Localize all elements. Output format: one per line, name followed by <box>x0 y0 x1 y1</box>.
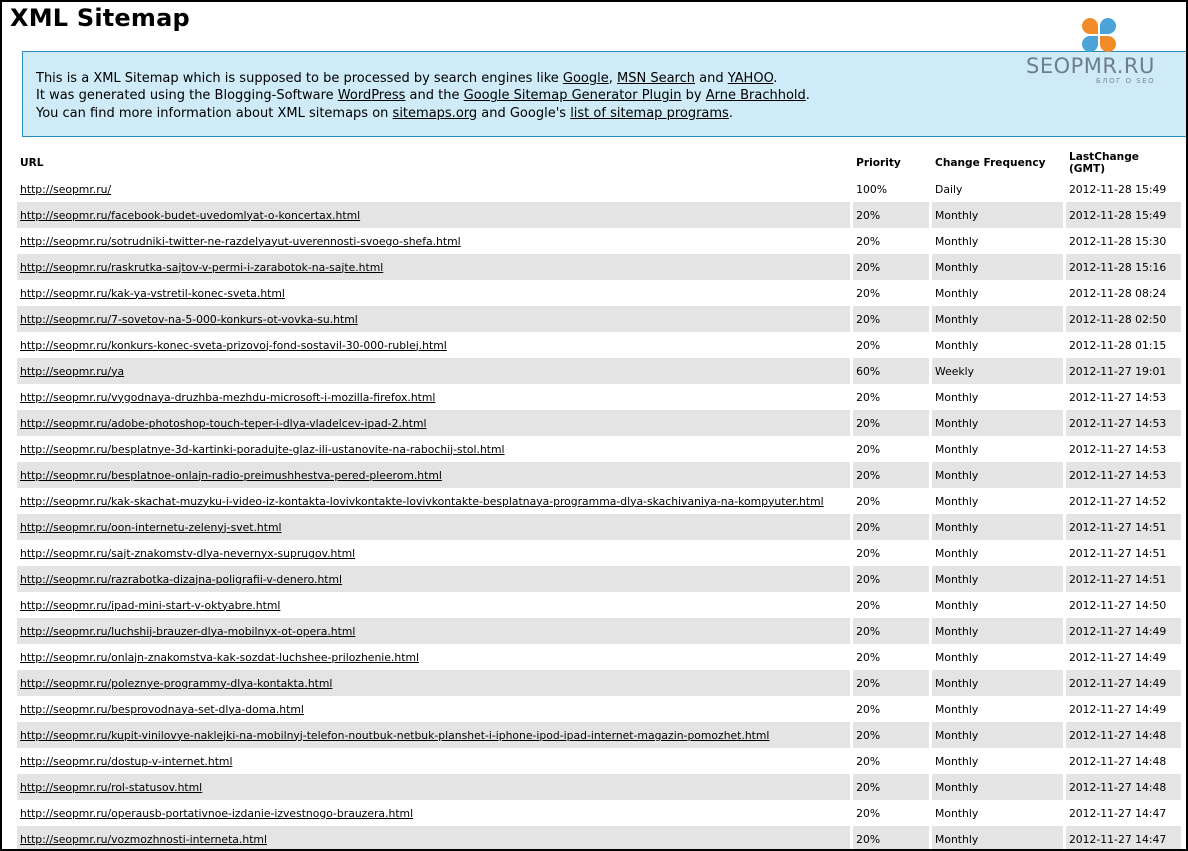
priority-cell: 20% <box>853 306 929 332</box>
priority-cell: 100% <box>856 182 887 196</box>
intro-text: by <box>681 88 706 104</box>
logo-petal-orange-icon <box>1100 36 1116 52</box>
url-link[interactable]: http://seopmr.ru/ya <box>20 364 125 378</box>
table-row <box>17 488 1181 514</box>
url-link[interactable]: http://seopmr.ru/facebook-budet-uvedomlyat-o-koncertax.html <box>20 208 361 222</box>
intro-text: This is a XML Sitemap which is supposed to be processed by search engines like <box>36 71 563 86</box>
url-link[interactable]: http://seopmr.ru/kupit-vinilovye-naklejki-na-mobilnyj-telefon-noutbuk-netbuk-planshet-i-iphone-ipod-ipad-internet-magazin-pomozhet.html <box>20 728 770 742</box>
url-link[interactable]: http://seopmr.ru/sajt-znakomstv-dlya-nevernyx-suprugov.html <box>20 546 356 560</box>
table-row <box>17 774 1181 800</box>
frequency-cell: Monthly <box>932 306 1063 332</box>
logo-flower-icon <box>1082 18 1118 54</box>
url-link[interactable]: http://seopmr.ru/konkurs-konec-sveta-prizovoj-fond-sostavil-30-000-rublej.html <box>20 338 447 352</box>
table-row <box>17 696 1181 722</box>
frequency-cell: Monthly <box>932 410 1063 436</box>
table-row <box>17 800 1181 826</box>
url-link[interactable]: http://seopmr.ru/oon-internetu-zelenyj-svet.html <box>20 520 282 534</box>
url-cell <box>17 436 850 462</box>
url-cell <box>17 748 850 774</box>
table-row <box>17 618 1181 644</box>
frequency-cell: Monthly <box>932 670 1063 696</box>
intro-text: You can find more information about XML sitemaps on <box>36 105 393 121</box>
lastchange-cell: 2012-11-27 14:53 <box>1066 410 1181 436</box>
frequency-cell: Monthly <box>932 566 1063 592</box>
header-url: URL <box>20 157 44 169</box>
intro-text: . <box>805 88 810 104</box>
priority-cell: 20% <box>853 202 929 228</box>
priority-cell: 20% <box>856 806 881 820</box>
sitemaps-org-link[interactable]: sitemaps.org <box>392 105 478 121</box>
url-link[interactable]: http://seopmr.ru/poleznye-programmy-dlya-kontakta.html <box>20 676 333 690</box>
table-row <box>17 280 1181 306</box>
table-row <box>17 384 1181 410</box>
url-link[interactable]: http://seopmr.ru/raskrutka-sajtov-v-permi-i-zarabotok-na-sajte.html <box>20 260 384 274</box>
intro-text: , <box>608 71 617 86</box>
table-row <box>17 514 1181 540</box>
priority-cell: 20% <box>853 722 929 748</box>
lastchange-cell: 2012-11-28 15:16 <box>1066 254 1181 280</box>
url-cell <box>17 254 850 280</box>
lastchange-cell: 2012-11-27 14:49 <box>1066 670 1181 696</box>
table-row <box>17 436 1181 462</box>
priority-cell: 20% <box>853 774 929 800</box>
intro-text: and <box>695 71 728 86</box>
frequency-cell: Monthly <box>935 546 979 560</box>
priority-cell: 20% <box>853 670 929 696</box>
table-row <box>17 722 1181 748</box>
priority-cell: 20% <box>856 390 881 404</box>
frequency-cell: Monthly <box>932 514 1063 540</box>
priority-cell: 20% <box>853 826 929 851</box>
frequency-cell: Daily <box>935 182 963 196</box>
sitemap-programs-link[interactable]: list of sitemap programs <box>570 105 729 121</box>
lastchange-cell: 2012-11-28 15:30 <box>1068 234 1167 248</box>
frequency-cell: Monthly <box>932 722 1063 748</box>
lastchange-cell: 2012-11-27 14:52 <box>1068 494 1167 508</box>
url-cell <box>17 462 850 488</box>
frequency-cell: Monthly <box>932 774 1063 800</box>
url-link[interactable]: http://seopmr.ru/ <box>20 182 112 196</box>
url-cell <box>17 332 850 358</box>
lastchange-cell: 2012-11-28 15:49 <box>1066 202 1181 228</box>
intro-text: and the <box>405 88 464 104</box>
table-row <box>17 540 1181 566</box>
url-cell <box>17 566 850 592</box>
lastchange-cell: 2012-11-27 14:51 <box>1068 546 1167 560</box>
url-link[interactable]: http://seopmr.ru/operausb-portativnoe-izdanie-izvestnogo-brauzera.html <box>20 806 414 820</box>
frequency-cell: Monthly <box>935 286 979 300</box>
url-link[interactable]: http://seopmr.ru/luchshij-brauzer-dlya-mobilnyx-ot-opera.html <box>20 624 356 638</box>
url-link[interactable]: http://seopmr.ru/razrabotka-dizajna-poligrafii-v-denero.html <box>20 572 343 586</box>
url-cell <box>17 774 850 800</box>
frequency-cell: Monthly <box>932 826 1063 851</box>
url-cell <box>17 306 850 332</box>
url-cell <box>17 514 850 540</box>
frequency-cell: Monthly <box>935 650 979 664</box>
yahoo-link[interactable]: YAHOO <box>727 71 774 86</box>
url-cell <box>17 826 850 851</box>
lastchange-cell: 2012-11-27 14:47 <box>1066 826 1181 851</box>
site-logo[interactable] <box>1026 14 1176 86</box>
table-row <box>17 462 1181 488</box>
priority-cell: 20% <box>856 546 881 560</box>
frequency-cell: Monthly <box>935 234 979 248</box>
frequency-cell: Monthly <box>935 390 979 404</box>
wordpress-link[interactable]: WordPress <box>337 88 406 104</box>
lastchange-cell: 2012-11-27 14:53 <box>1068 390 1167 404</box>
table-row <box>17 592 1181 618</box>
url-link[interactable]: http://seopmr.ru/adobe-photoshop-touch-teper-i-dlya-vladelcev-ipad-2.html <box>20 416 427 430</box>
url-link[interactable]: http://seopmr.ru/vygodnaya-druzhba-mezhdu-microsoft-i-mozilla-firefox.html <box>20 390 436 404</box>
lastchange-cell: 2012-11-27 14:49 <box>1068 650 1167 664</box>
url-link[interactable]: http://seopmr.ru/kak-ya-vstretil-konec-sveta.html <box>20 286 285 300</box>
lastchange-cell: 2012-11-27 14:47 <box>1068 806 1167 820</box>
priority-cell: 60% <box>853 358 929 384</box>
intro-box <box>22 51 1188 137</box>
url-cell <box>17 202 850 228</box>
url-link[interactable]: http://seopmr.ru/vozmozhnosti-interneta.html <box>20 832 267 846</box>
table-row <box>17 228 1181 254</box>
table-row <box>17 358 1181 384</box>
url-cell <box>17 358 850 384</box>
priority-cell: 20% <box>856 234 881 248</box>
url-cell <box>17 800 850 826</box>
lastchange-cell: 2012-11-28 01:15 <box>1068 338 1167 352</box>
lastchange-cell: 2012-11-28 02:50 <box>1066 306 1181 332</box>
priority-cell: 20% <box>853 566 929 592</box>
url-cell <box>17 592 850 618</box>
priority-cell: 20% <box>856 754 881 768</box>
frequency-cell: Monthly <box>932 202 1063 228</box>
priority-cell: 20% <box>856 338 881 352</box>
url-cell <box>17 540 850 566</box>
frequency-cell: Monthly <box>932 254 1063 280</box>
table-row <box>17 254 1181 280</box>
priority-cell: 20% <box>853 254 929 280</box>
lastchange-cell: 2012-11-27 14:51 <box>1066 566 1181 592</box>
lastchange-cell: 2012-11-27 14:53 <box>1066 462 1181 488</box>
table-row <box>17 748 1181 774</box>
table-row <box>17 670 1181 696</box>
lastchange-cell: 2012-11-27 14:49 <box>1066 618 1181 644</box>
lastchange-cell: 2012-11-27 14:48 <box>1066 722 1181 748</box>
logo-petal-blue-icon <box>1082 36 1098 52</box>
priority-cell: 20% <box>853 514 929 540</box>
intro-text: . <box>728 105 733 121</box>
frequency-cell: Monthly <box>932 618 1063 644</box>
url-cell <box>17 176 850 202</box>
logo-tagline: БЛОГ О SEO <box>1096 77 1156 85</box>
intro-line-2 <box>36 87 1188 104</box>
url-link[interactable]: http://seopmr.ru/besplatnye-3d-kartinki-poradujte-glaz-ili-ustanovite-na-rabochij-stol.html <box>20 442 505 456</box>
url-link[interactable]: http://seopmr.ru/onlajn-znakomstva-kak-sozdat-luchshee-prilozhenie.html <box>20 650 419 664</box>
author-link[interactable]: Arne Brachhold <box>705 88 806 104</box>
lastchange-cell: 2012-11-28 15:49 <box>1068 182 1167 196</box>
url-cell <box>17 618 850 644</box>
url-link[interactable]: http://seopmr.ru/rol-statusov.html <box>20 780 203 794</box>
intro-text: It was generated using the Blogging-Software <box>36 88 338 104</box>
url-cell <box>17 410 850 436</box>
frequency-cell: Monthly <box>935 702 979 716</box>
table-row <box>17 306 1181 332</box>
table-row <box>17 332 1181 358</box>
header-priority: Priority <box>856 157 901 169</box>
lastchange-cell: 2012-11-27 14:48 <box>1066 774 1181 800</box>
priority-cell: 20% <box>853 462 929 488</box>
frequency-cell: Monthly <box>935 442 979 456</box>
frequency-cell: Monthly <box>935 338 979 352</box>
frequency-cell: Monthly <box>932 462 1063 488</box>
url-link[interactable]: http://seopmr.ru/besplatnoe-onlajn-radio-preimushhestva-pered-pleerom.html <box>20 468 442 482</box>
url-link[interactable]: http://seopmr.ru/kak-skachat-muzyku-i-video-iz-kontakta-lovivkontakte-lovivkontakte-besplatnaya-programma-dlya-skachivaniya-na-kompyuter.html <box>20 494 824 508</box>
lastchange-cell: 2012-11-27 14:48 <box>1068 754 1167 768</box>
logo-petal-blue-icon <box>1100 18 1116 34</box>
table-row <box>17 826 1181 851</box>
logo-petal-orange-icon <box>1082 18 1098 34</box>
url-cell <box>17 670 850 696</box>
url-cell <box>17 696 850 722</box>
url-cell <box>17 384 850 410</box>
msn-search-link[interactable]: MSN Search <box>617 71 695 86</box>
intro-line-3 <box>36 105 1188 122</box>
sitemap-table <box>14 150 1184 851</box>
url-link[interactable]: http://seopmr.ru/ipad-mini-start-v-oktyabre.html <box>20 598 281 612</box>
table-row <box>17 202 1181 228</box>
priority-cell: 20% <box>856 702 881 716</box>
url-link[interactable]: http://seopmr.ru/7-sovetov-na-5-000-konkurs-ot-vovka-su.html <box>20 312 358 326</box>
lastchange-cell: 2012-11-27 14:50 <box>1068 598 1167 612</box>
sitemap-generator-link[interactable]: Google Sitemap Generator Plugin <box>463 88 682 104</box>
url-cell <box>17 228 850 254</box>
frequency-cell: Monthly <box>935 598 979 612</box>
lastchange-cell: 2012-11-27 14:53 <box>1068 442 1167 456</box>
priority-cell: 20% <box>853 618 929 644</box>
lastchange-cell: 2012-11-27 14:51 <box>1066 514 1181 540</box>
google-link[interactable]: Google <box>562 71 609 86</box>
frequency-cell: Monthly <box>935 494 979 508</box>
frequency-cell: Weekly <box>932 358 1063 384</box>
lastchange-cell: 2012-11-28 08:24 <box>1068 286 1167 300</box>
url-cell <box>17 280 850 306</box>
priority-cell: 20% <box>856 286 881 300</box>
priority-cell: 20% <box>856 598 881 612</box>
intro-text: . <box>773 71 778 86</box>
table-row <box>17 176 1181 202</box>
priority-cell: 20% <box>853 410 929 436</box>
lastchange-cell: 2012-11-27 19:01 <box>1066 358 1181 384</box>
url-link[interactable]: http://seopmr.ru/besprovodnaya-set-dlya-doma.html <box>20 702 304 716</box>
table-row <box>17 566 1181 592</box>
url-link[interactable]: http://seopmr.ru/sotrudniki-twitter-ne-razdelyayut-uverennosti-svoego-shefa.html <box>20 234 461 248</box>
logo-brand: SEOPMR.RU <box>1026 54 1155 78</box>
intro-text: and Google's <box>477 105 571 121</box>
frequency-cell: Monthly <box>935 754 979 768</box>
page-title: XML Sitemap <box>10 4 190 32</box>
url-cell <box>17 644 850 670</box>
table-header-row <box>17 150 1181 176</box>
url-cell <box>17 488 850 514</box>
priority-cell: 20% <box>856 494 881 508</box>
url-cell <box>17 722 850 748</box>
lastchange-cell: 2012-11-27 14:49 <box>1068 702 1167 716</box>
frequency-cell: Monthly <box>935 806 979 820</box>
table-row <box>17 644 1181 670</box>
header-lastchange: LastChange (GMT) <box>1068 151 1139 175</box>
url-link[interactable]: http://seopmr.ru/dostup-v-internet.html <box>20 754 233 768</box>
intro-line-1 <box>36 70 1188 87</box>
priority-cell: 20% <box>856 650 881 664</box>
header-frequency: Change Frequency <box>935 157 1046 169</box>
table-row <box>17 410 1181 436</box>
priority-cell: 20% <box>856 442 881 456</box>
